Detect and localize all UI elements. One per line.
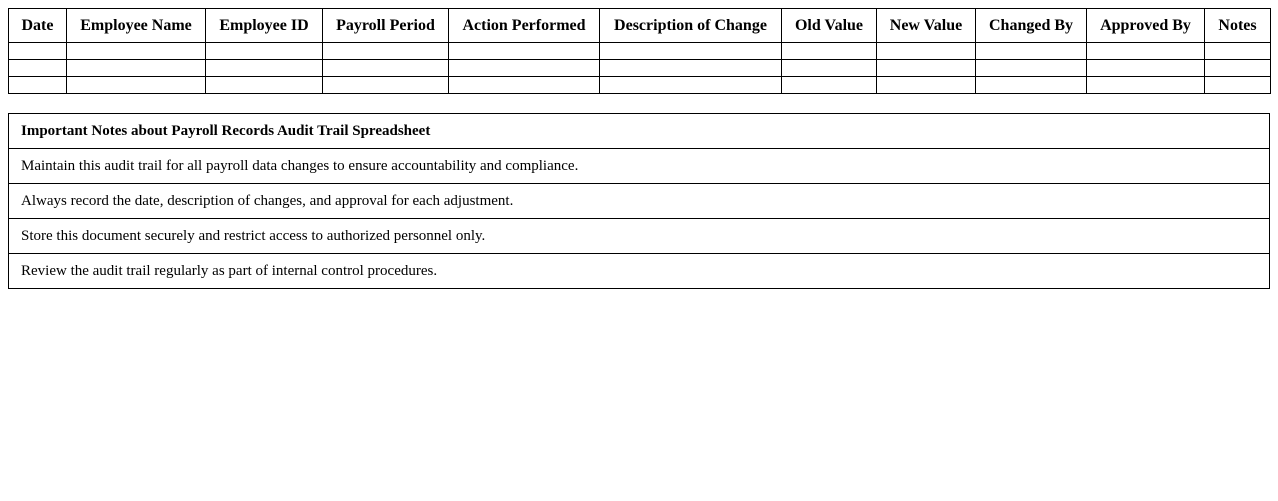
header-employee-name: Employee Name — [67, 9, 206, 43]
table-cell[interactable] — [877, 77, 976, 94]
table-row — [9, 60, 1271, 77]
table-cell[interactable] — [206, 43, 323, 60]
table-cell[interactable] — [1087, 43, 1205, 60]
table-cell[interactable] — [206, 60, 323, 77]
note-row — [9, 219, 1270, 254]
header-new-value: New Value — [877, 9, 976, 43]
table-cell[interactable] — [782, 77, 877, 94]
table-cell[interactable] — [976, 77, 1087, 94]
table-cell[interactable] — [1205, 60, 1271, 77]
audit-table-header — [9, 9, 1271, 43]
table-cell[interactable] — [1087, 60, 1205, 77]
note-row — [9, 254, 1270, 289]
notes-title: Important Notes about Payroll Records Audit Trail Spreadsheet — [9, 114, 1270, 149]
header-changed-by: Changed By — [976, 9, 1087, 43]
table-cell[interactable] — [67, 43, 206, 60]
header-date: Date — [9, 9, 67, 43]
table-cell[interactable] — [976, 60, 1087, 77]
table-row — [9, 77, 1271, 94]
table-cell[interactable] — [323, 60, 449, 77]
table-cell[interactable] — [323, 43, 449, 60]
header-payroll-period: Payroll Period — [323, 9, 449, 43]
audit-trail-table — [8, 8, 1271, 94]
table-cell[interactable] — [9, 43, 67, 60]
note-row — [9, 149, 1270, 184]
table-cell[interactable] — [9, 60, 67, 77]
header-description-of-change: Description of Change — [600, 9, 782, 43]
table-cell[interactable] — [877, 43, 976, 60]
table-cell[interactable] — [1205, 43, 1271, 60]
table-cell[interactable] — [1205, 77, 1271, 94]
important-notes-table — [8, 113, 1270, 289]
table-cell[interactable] — [67, 60, 206, 77]
note-item: Review the audit trail regularly as part of internal control procedures. — [9, 254, 1270, 289]
header-row — [9, 9, 1271, 43]
table-cell[interactable] — [323, 77, 449, 94]
table-cell[interactable] — [782, 60, 877, 77]
note-item: Maintain this audit trail for all payroll data changes to ensure accountability and compliance. — [9, 149, 1270, 184]
table-cell[interactable] — [600, 77, 782, 94]
table-cell[interactable] — [877, 60, 976, 77]
table-cell[interactable] — [449, 77, 600, 94]
table-cell[interactable] — [1087, 77, 1205, 94]
table-cell[interactable] — [449, 60, 600, 77]
table-cell[interactable] — [9, 77, 67, 94]
note-item: Store this document securely and restrict access to authorized personnel only. — [9, 219, 1270, 254]
header-action-performed: Action Performed — [449, 9, 600, 43]
note-item: Always record the date, description of changes, and approval for each adjustment. — [9, 184, 1270, 219]
table-cell[interactable] — [600, 43, 782, 60]
header-notes: Notes — [1205, 9, 1271, 43]
table-cell[interactable] — [600, 60, 782, 77]
header-approved-by: Approved By — [1087, 9, 1205, 43]
table-cell[interactable] — [449, 43, 600, 60]
audit-table-body — [9, 43, 1271, 94]
table-row — [9, 43, 1271, 60]
table-cell[interactable] — [206, 77, 323, 94]
note-row — [9, 184, 1270, 219]
table-cell[interactable] — [782, 43, 877, 60]
table-cell[interactable] — [67, 77, 206, 94]
header-employee-id: Employee ID — [206, 9, 323, 43]
notes-title-row — [9, 114, 1270, 149]
header-old-value: Old Value — [782, 9, 877, 43]
table-cell[interactable] — [976, 43, 1087, 60]
